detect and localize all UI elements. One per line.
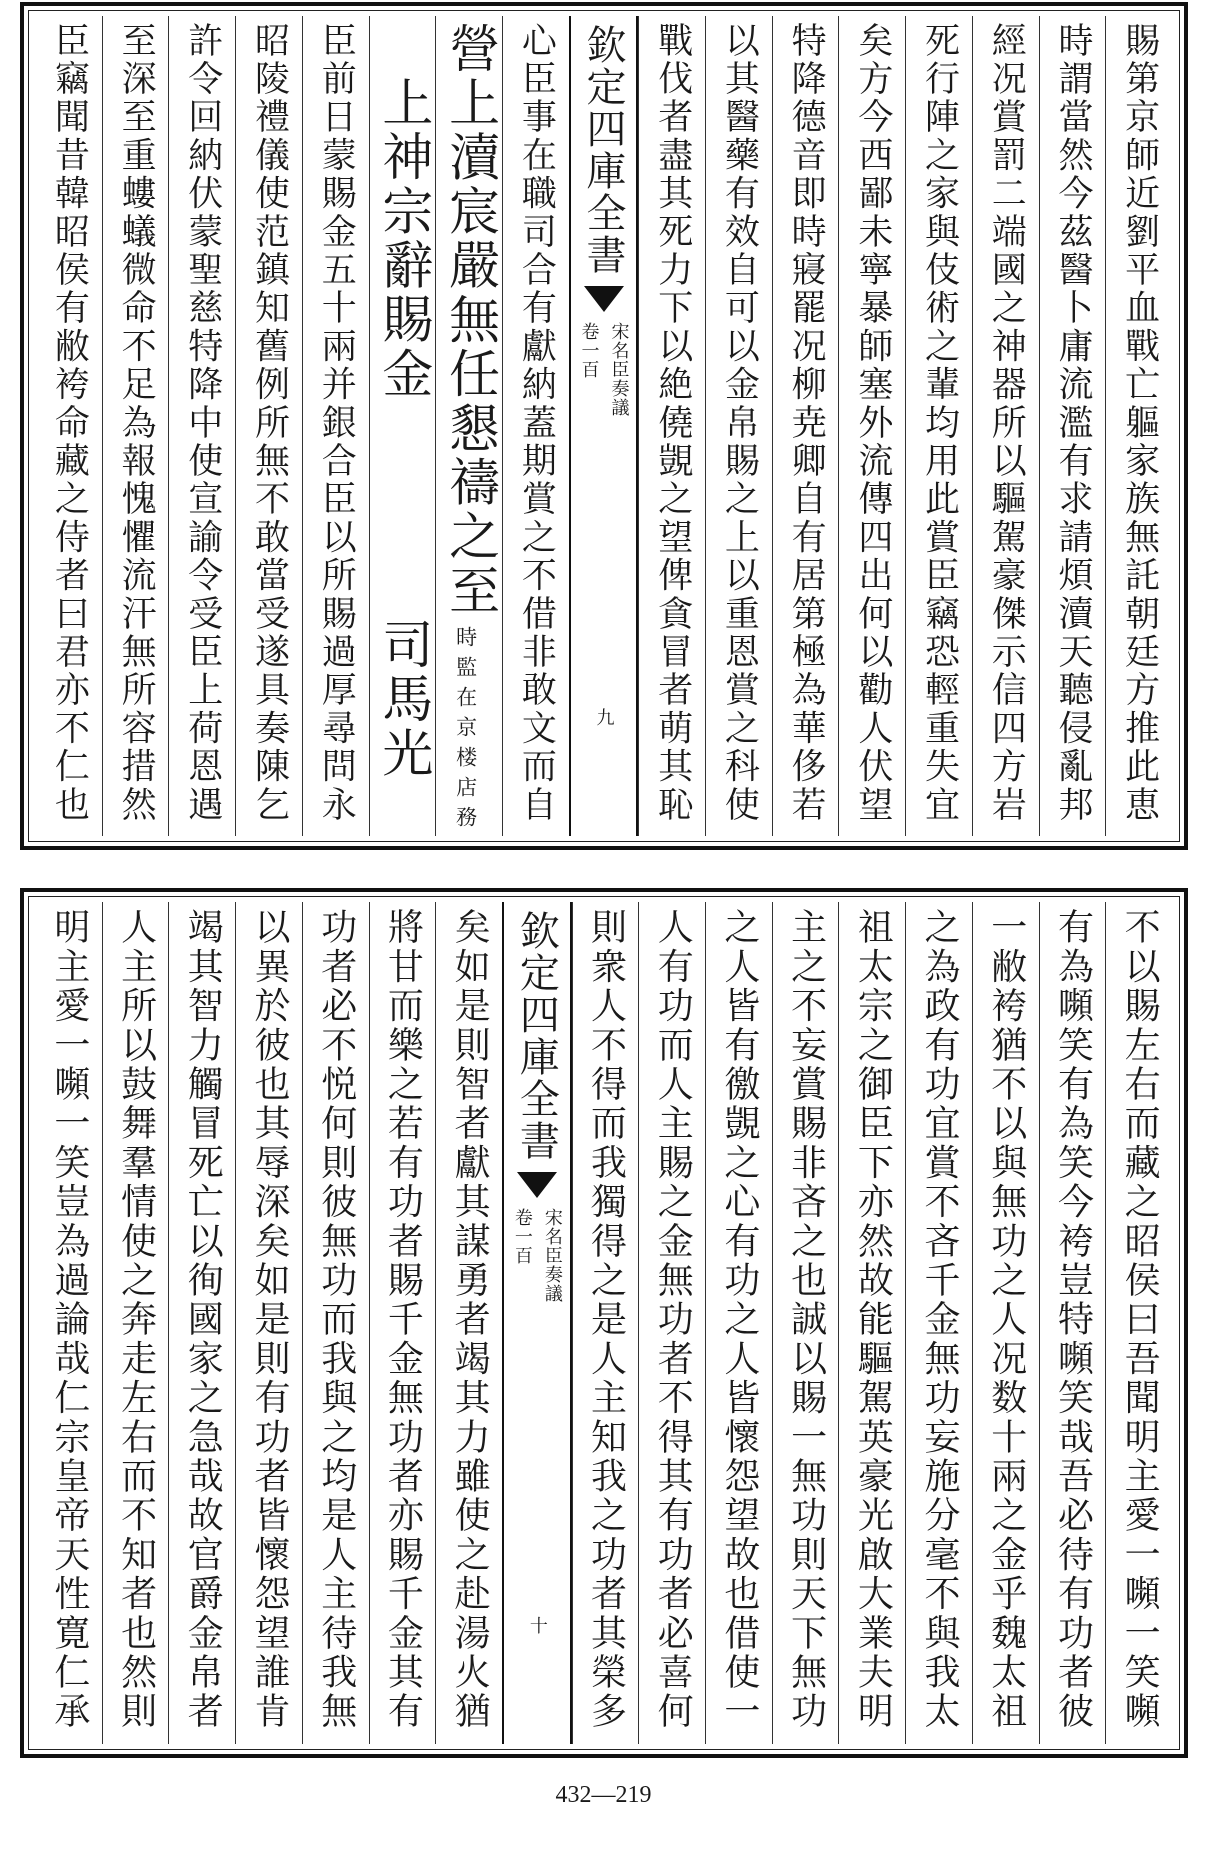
page-number-footer: 432—219 (555, 1782, 652, 1808)
column-text: 之人皆有徼覬之心有功之人皆懷怨望故也借使一 (718, 908, 760, 1732)
annotation-note: 時監在京楼店務 (453, 626, 478, 836)
column-text: 則衆人不得而我獨得之是人主知我之功者其榮多 (585, 908, 627, 1732)
column-text: 以其醫藥有效自可以金帛賜之上以重恩賞之科使 (719, 22, 760, 825)
column-text: 許令回納伏蒙聖慈特降中使宣諭令受臣上荷恩遇 (182, 22, 223, 825)
text-column (972, 16, 1039, 836)
column-text: 矣如是則智者獻其謀勇者竭其力雖使之赴湯火猶 (449, 908, 491, 1732)
center-band (502, 902, 572, 1744)
text-column (36, 16, 102, 836)
band-subtitle (576, 322, 632, 417)
column-text: 以異於彼也其辱深矣如是則有功者皆懷怨望誰肯 (249, 908, 290, 1732)
fishtail-mark-icon (584, 286, 624, 312)
text-column (1105, 16, 1172, 836)
bottom-page (0, 888, 1207, 1768)
top-page (0, 0, 1207, 862)
column-text: 人主所以鼓舞羣情使之奔走左右而不知者也然則 (115, 908, 157, 1732)
text-column (235, 16, 302, 836)
column-text: 臣竊聞昔韓昭侯有敝袴命藏之侍者曰君亦不仁也 (49, 22, 90, 825)
column-text: 心臣事在職司合有獻納蓋期賞之不借非敢文而自 (516, 22, 557, 825)
band-subtitle-line: 卷一百 (511, 1208, 533, 1265)
column-text: 有為嚬笑有為笑今袴豈特嚬笑哉吾必待有功者彼 (1052, 908, 1094, 1732)
band-title: 欽定四庫全書 (580, 24, 627, 276)
column-text: 特降德音即時寢罷况柳尭卿自有居第極為華侈若 (786, 22, 827, 825)
text-column (36, 902, 102, 1744)
column-text: 上神宗辭賜金 司馬光 (372, 76, 432, 781)
text-column (838, 902, 905, 1744)
text-column (705, 902, 772, 1744)
text-column (168, 902, 235, 1744)
text-column (369, 902, 436, 1744)
column-text: 之為政有功宜賞不吝千金無功妄施分毫不與我太 (919, 908, 961, 1732)
text-column-with-note (435, 16, 502, 836)
column-text: 昭陵禮儀使范鎮知舊例所無不敢當受遂具奏陳乞 (249, 22, 290, 825)
text-column (502, 16, 569, 836)
column-text: 戰伐者盡其死力下以絶僥覬之望俾貪冒者萌其恥 (652, 22, 693, 825)
text-column (168, 16, 235, 836)
band-subtitle-line: 宋名臣奏議 (541, 1208, 563, 1303)
top-page-border (20, 2, 1188, 850)
top-text-panel (36, 16, 1172, 836)
bottom-page-border (20, 888, 1188, 1758)
column-text: 將甘而樂之若有功者賜千金無功者亦賜千金其有 (382, 908, 424, 1732)
text-column (302, 902, 369, 1744)
text-column (435, 902, 502, 1744)
column-text: 死行陣之家與伎術之輩均用此賞臣竊恐輕重失宜 (919, 22, 960, 825)
band-subtitle (509, 1208, 565, 1303)
band-subtitle-line: 宋名臣奏議 (608, 322, 630, 417)
text-column (1039, 902, 1106, 1744)
folio-number: 九 (593, 708, 615, 726)
text-column (772, 16, 839, 836)
column-text: 人有功而人主賜之金無功者不得其有功者必喜何 (652, 908, 694, 1732)
band-subtitle-line: 卷一百 (578, 322, 600, 379)
text-column (772, 902, 839, 1744)
column-text: 不以賜左右而藏之昭侯曰吾聞明主愛一嚬一笑嚬 (1119, 908, 1161, 1732)
text-column (705, 16, 772, 836)
text-column (638, 16, 705, 836)
text-column (838, 16, 905, 836)
column-text: 祖太宗之御臣下亦然故能驅駕英豪光啟大業夫明 (852, 908, 894, 1732)
text-column (235, 902, 302, 1744)
column-text: 主之不妄賞賜非吝之也誠以賜一無功則天下無功 (785, 908, 827, 1732)
text-column (905, 902, 972, 1744)
text-column (1105, 902, 1172, 1744)
column-text: 賜第京師近劉平血戰亡軀家族無託朝廷方推此恵 (1119, 22, 1160, 825)
column-text: 經况賞罰二端國之神器所以驅駕豪傑示信四方岩 (986, 22, 1027, 825)
column-text: 竭其智力觸冒死亡以徇國家之急哉故官爵金帛者 (182, 908, 224, 1732)
bottom-text-panel (36, 902, 1172, 1744)
column-text: 時謂當然今茲醫卜庸流濫有求請煩瀆天聽侵亂邦 (1052, 22, 1093, 825)
fishtail-mark-icon (517, 1172, 557, 1198)
text-column: 營上瀆宸嚴無任懇禱之至 (439, 22, 499, 619)
column-text: 矣方今西鄙未寧暴師塞外流傳四出何以勸人伏望 (852, 22, 893, 825)
text-column (102, 902, 169, 1744)
text-column (638, 902, 705, 1744)
column-text: 功者必不悦何則彼無功而我與之均是人主待我無 (315, 908, 357, 1732)
column-text: 臣前日蒙賜金五十兩并銀合臣以所賜過厚尋問永 (316, 22, 357, 825)
column-text: 至深至重螻蟻微命不足為報愧懼流汗無所容措然 (116, 22, 157, 825)
text-column (905, 16, 972, 836)
text-column (1039, 16, 1106, 836)
text-column (369, 16, 436, 836)
folio-number: 十 (526, 1616, 548, 1634)
text-column (302, 16, 369, 836)
text-column (572, 902, 639, 1744)
column-text: 明主愛一嚬一笑豈為過論哉仁宗皇帝天性寛仁承 (48, 908, 90, 1732)
text-column (972, 902, 1039, 1744)
band-title: 欽定四庫全書 (513, 910, 560, 1162)
center-band (569, 16, 639, 836)
text-column (102, 16, 169, 836)
column-text: 一敝袴猶不以與無功之人况数十兩之金乎魏太祖 (985, 908, 1027, 1732)
